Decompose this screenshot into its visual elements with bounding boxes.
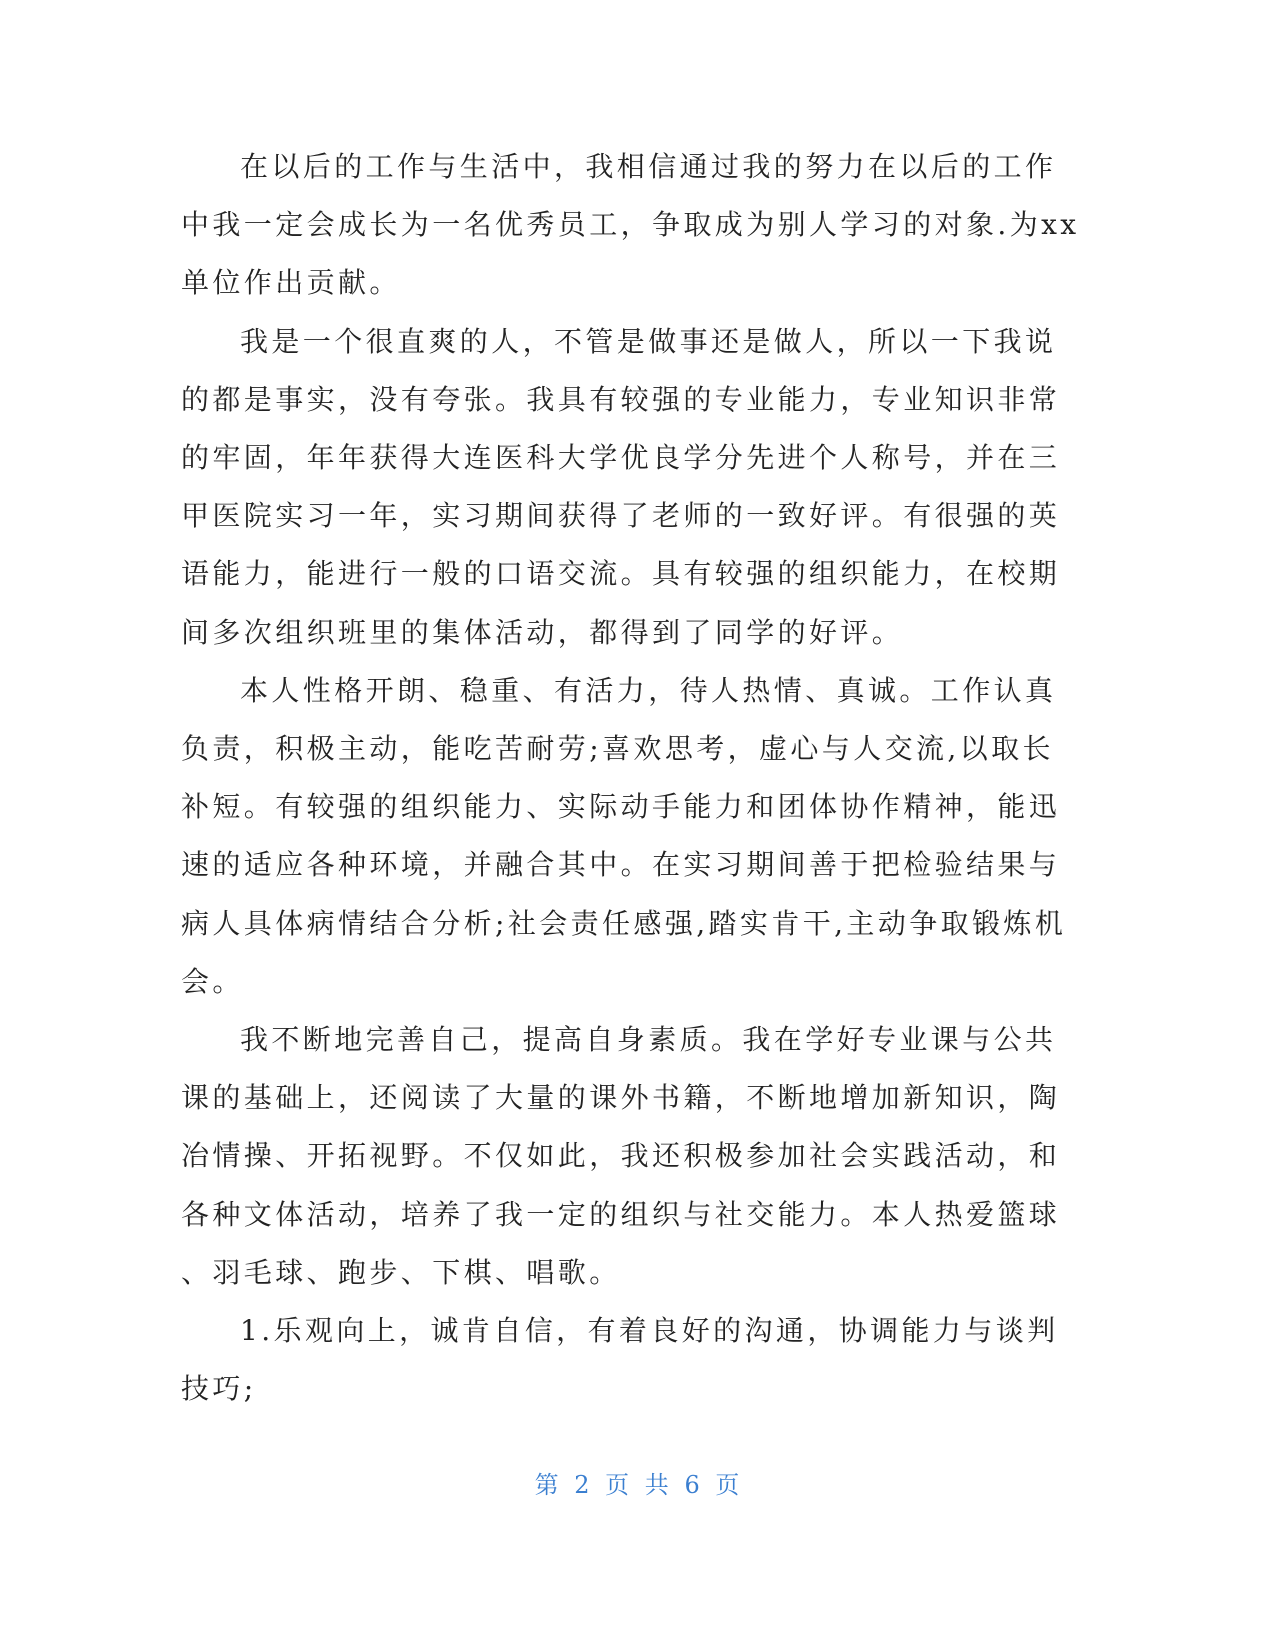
text-line: 课的基础上，还阅读了大量的课外书籍，不断地增加新知识，陶 [181,1081,1061,1115]
text-line: 我不断地完善自己，提高自身素质。我在学好专业课与公共 [240,1023,1057,1057]
text-line: 补短。有较强的组织能力、实际动手能力和团体协作精神，能迅 [181,790,1061,824]
paragraph [181,138,1080,313]
text-line: 的牢固，年年获得大连医科大学优良学分先进个人称号，并在三 [181,441,1061,475]
text-line: 甲医院实习一年，实习期间获得了老师的一致好评。有很强的英 [181,499,1061,533]
text-line: 负责，积极主动，能吃苦耐劳;喜欢思考，虚心与人交流,以取长 [181,732,1054,766]
text-line: 冶情操、开拓视野。不仅如此，我还积极参加社会实践活动，和 [181,1139,1061,1173]
text-line: 1.乐观向上，诚肯自信，有着良好的沟通，协调能力与谈判 [240,1314,1059,1348]
document-body [181,138,1080,1418]
text-line: 技巧; [181,1372,257,1406]
page-number-footer: 第 2 页 共 6 页 [534,1471,741,1499]
text-line: 各种文体活动，培养了我一定的组织与社交能力。本人热爱篮球 [181,1197,1061,1231]
text-line: 、羽毛球、跑步、下棋、唱歌。 [181,1255,621,1289]
text-line: 的都是事实，没有夸张。我具有较强的专业能力，专业知识非常 [181,382,1061,416]
text-line: 会。 [181,964,244,998]
text-line: 中我一定会成长为一名优秀员工，争取成为别人学习的对象.为xx [181,208,1080,242]
text-line: 我是一个很直爽的人，不管是做事还是做人，所以一下我说 [240,324,1057,358]
text-line: 病人具体病情结合分析;社会责任感强,踏实肯干,主动争取锻炼机 [181,906,1067,940]
text-line: 本人性格开朗、稳重、有活力，待人热情、真诚。工作认真 [240,673,1057,707]
paragraph [181,1011,1061,1302]
paragraph [181,662,1067,1011]
paragraph [181,313,1061,662]
paragraph [181,1302,1059,1418]
text-line: 在以后的工作与生活中，我相信通过我的努力在以后的工作 [240,150,1057,183]
text-line: 间多次组织班里的集体活动，都得到了同学的好评。 [181,615,904,649]
text-line: 单位作出贡献。 [181,266,401,300]
text-line: 语能力，能进行一般的口语交流。具有较强的组织能力，在校期 [181,557,1061,591]
text-line: 速的适应各种环境，并融合其中。在实习期间善于把检验结果与 [181,848,1061,882]
